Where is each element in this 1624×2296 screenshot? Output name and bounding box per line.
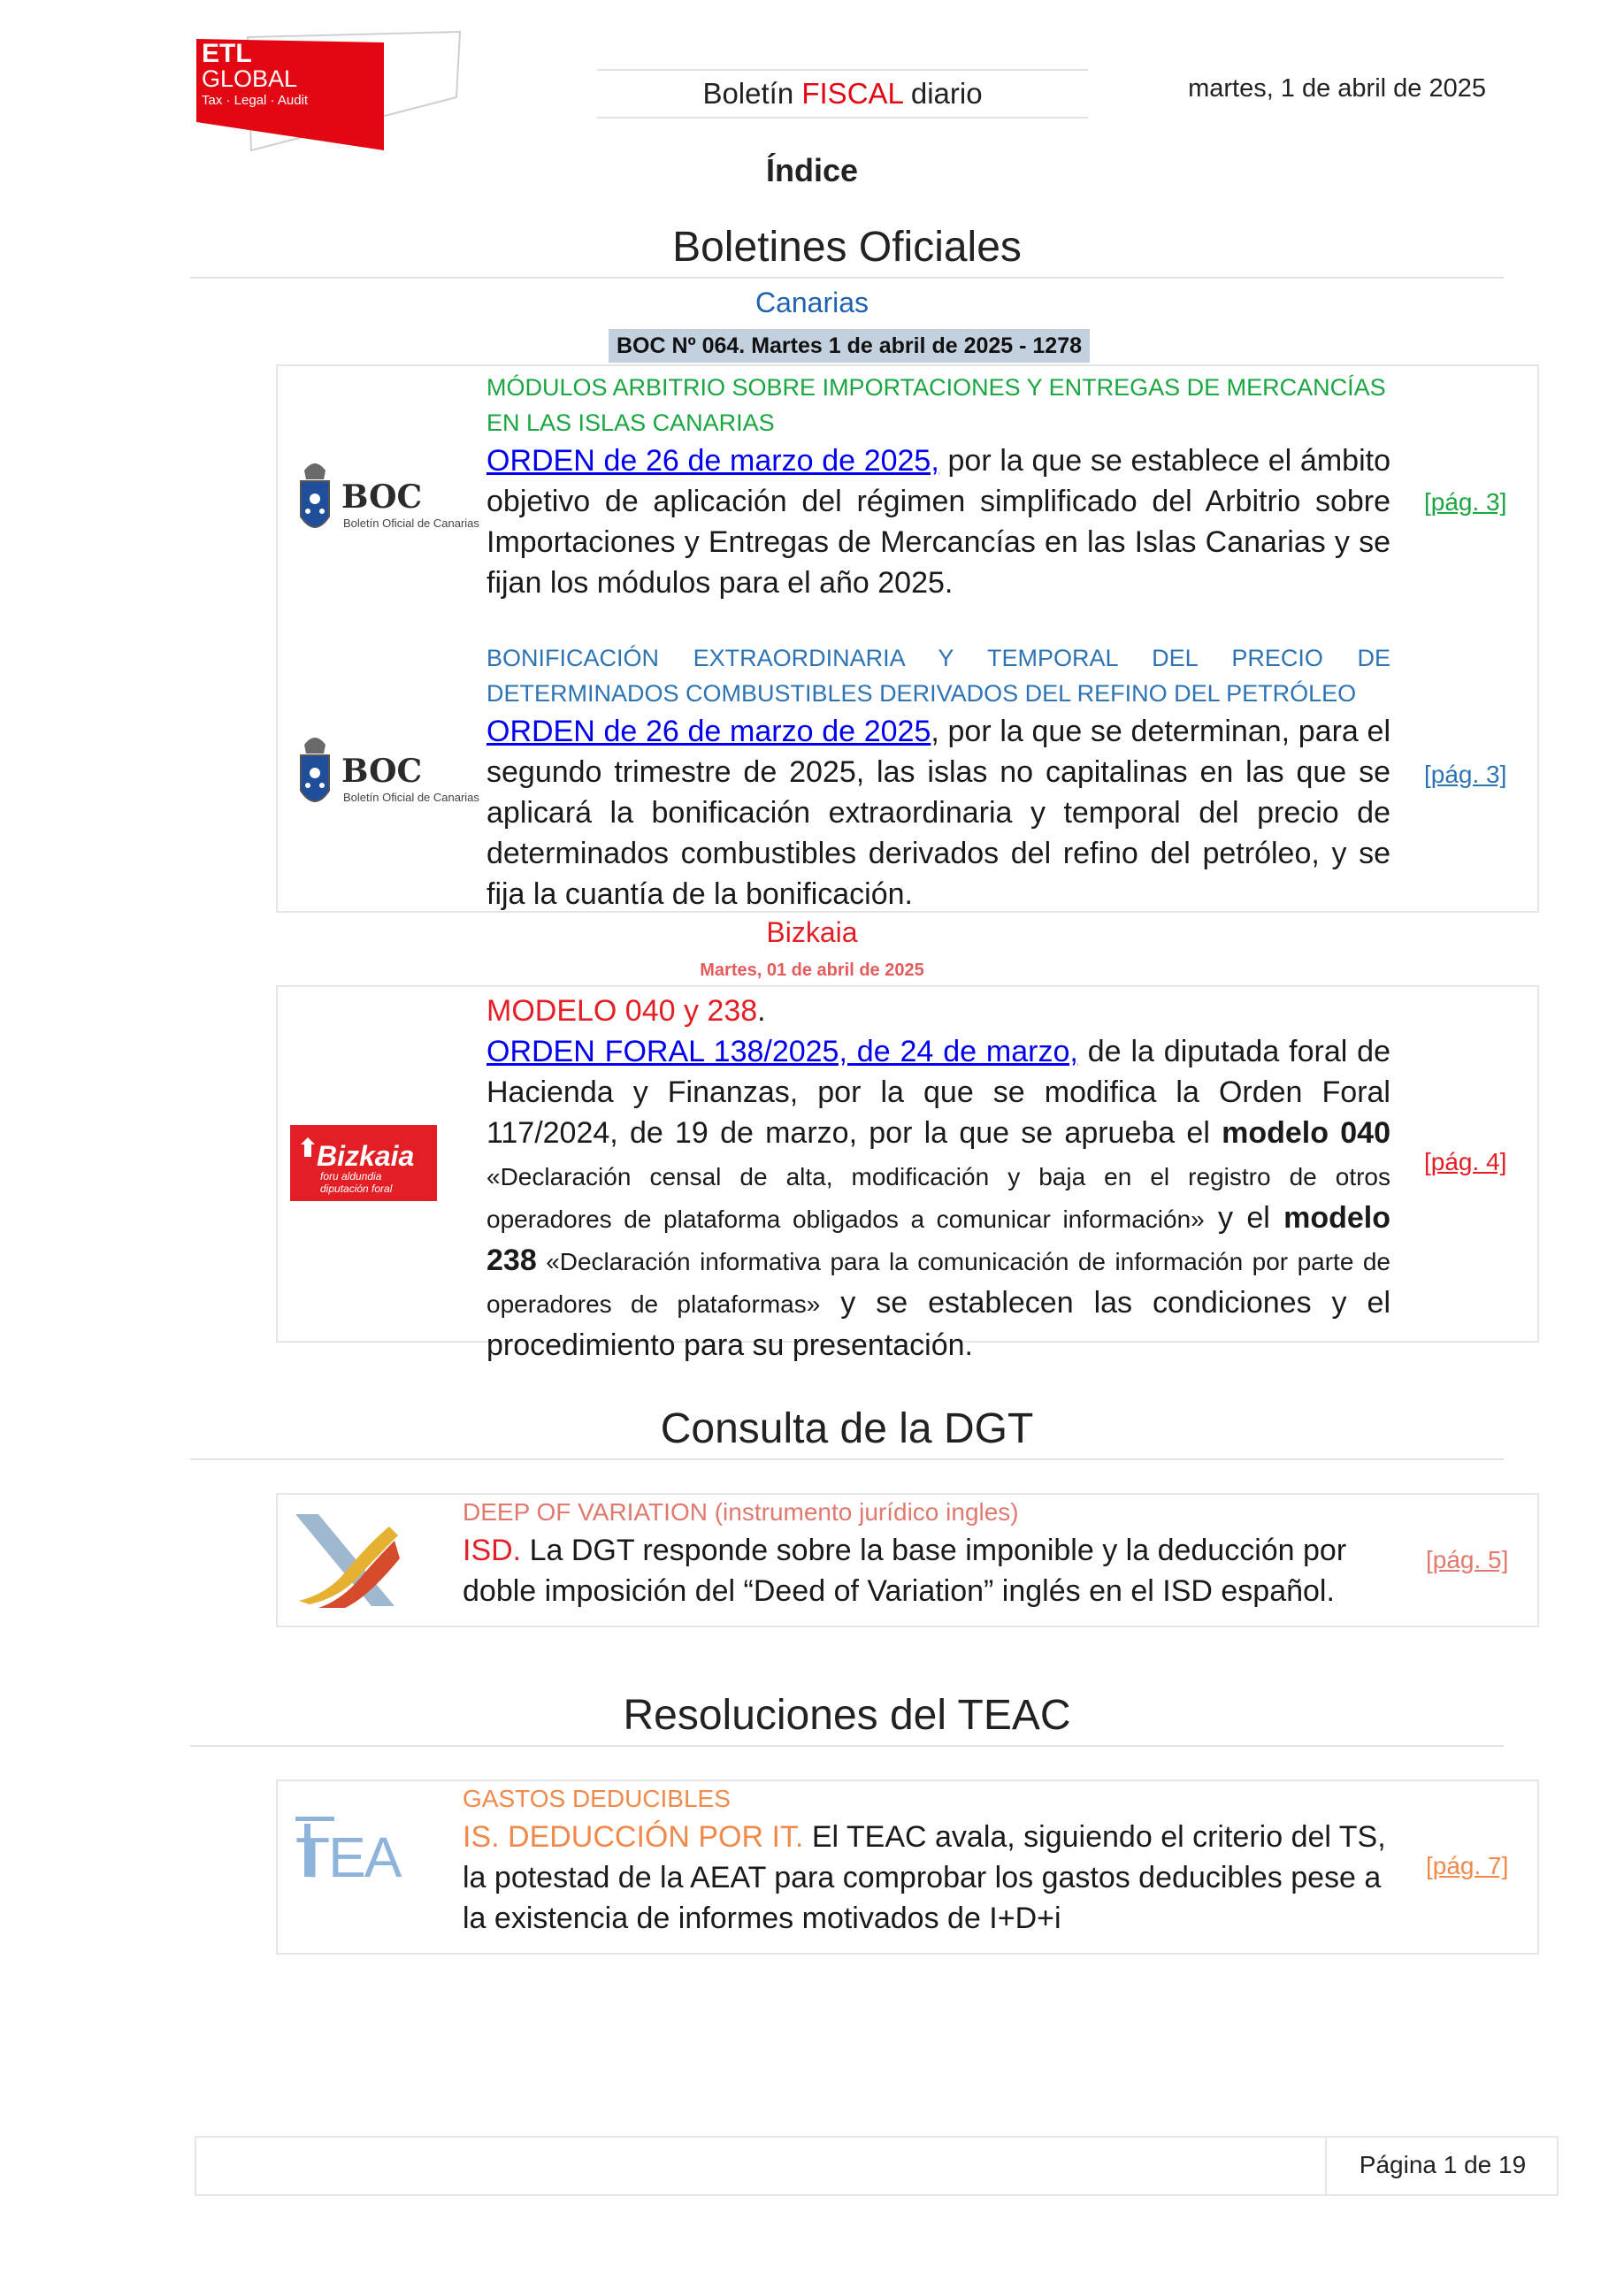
entry-text-3: y se establecen las condiciones y el procedimiento para su presentación. (486, 1286, 1391, 1362)
canarias-entry-1 (486, 370, 1390, 603)
entry-body (463, 1530, 1391, 1611)
boc-logo-subtitle: Boletín Oficial de Canarias (343, 791, 479, 804)
logo-etl: ETL (202, 39, 252, 68)
category-dot: . (757, 994, 766, 1028)
section-title-dgt: Consulta de la DGT (190, 1404, 1504, 1460)
bulletin-title (597, 69, 1088, 119)
bizkaia-date: Martes, 01 de abril de 2025 (700, 960, 924, 980)
entry-tag: ISD. (463, 1534, 522, 1567)
boc-logo (288, 727, 479, 821)
region-label-canarias: Canarias (755, 287, 869, 318)
tea-logo-text: TEA (295, 1825, 401, 1889)
index-title: Índice (765, 152, 859, 188)
entry-body (486, 991, 1390, 1366)
entry-category: MÓDULOS ARBITRIO SOBRE IMPORTACIONES Y ENTREGAS DE MERCANCÍAS EN LAS ISLAS CANARIAS (486, 374, 1386, 436)
boc-logo-text: BOC (341, 478, 423, 516)
entry-category: BONIFICACIÓN EXTRAORDINARIA Y TEMPORAL DEL PRECIO DE DETERMINADOS COMBUSTIBLES DERIVADOS DEL REFINO DEL PETRÓLEO (486, 645, 1390, 707)
model-040: modelo 040 (1222, 1116, 1390, 1150)
section-title-boletines: Boletines Oficiales (190, 223, 1504, 279)
page-number: Página 1 de 19 (1359, 2151, 1527, 2178)
entry-body (486, 440, 1390, 603)
page-ref-link[interactable]: [pág. 4] (1424, 1148, 1507, 1175)
logo-global: GLOBAL (202, 65, 298, 92)
tea-logo (292, 1813, 407, 1889)
bizkaia-logo (290, 1125, 437, 1201)
orden-foral-link[interactable]: ORDEN FORAL 138/2025, de 24 de marzo, (486, 1035, 1078, 1068)
entry-category: MODELO 040 y 238 (486, 994, 758, 1028)
entry-tag: IS. DEDUCCIÓN POR IT. (463, 1820, 804, 1854)
entry-text-2: y el (1204, 1201, 1284, 1235)
dgt-entry (463, 1495, 1391, 1611)
teac-entry (463, 1781, 1391, 1939)
boc-logo-text: BOC (341, 753, 423, 790)
page-ref-link[interactable]: [pág. 3] (1424, 488, 1507, 516)
title-suffix: diario (902, 77, 983, 110)
model-238: modelo 238 (486, 1201, 1390, 1277)
page-ref-link[interactable]: [pág. 7] (1426, 1852, 1509, 1879)
page-ref-link[interactable]: [pág. 3] (1424, 761, 1507, 788)
boc-banner: BOC Nº 064. Martes 1 de abril de 2025 - 1278 (609, 329, 1090, 363)
bizkaia-logo-text: Bizkaia (317, 1140, 415, 1172)
entry-body (463, 1817, 1391, 1939)
canarias-entry-2 (486, 640, 1390, 915)
entry-text: por la que se establece el ámbito objetivo de aplicación del régimen simplificado del Arbitrio sobre Importaciones y Entregas de Mercancías en las Islas Canarias y se fijan los módulos para el año 2025. (486, 444, 1390, 600)
aeat-logo (283, 1509, 407, 1611)
entry-text-1: de la diputada foral de Hacienda y Finanzas, por la que se modifica la Orden Foral 117/2024, de 19 de marzo, por la que se aprueba el (486, 1035, 1390, 1150)
bizkaia-entry (486, 991, 1390, 1366)
entry-text: La DGT responde sobre la base imponible y la deducción por doble imposición del “Deed of Variation” inglés en el ISD español. (463, 1534, 1347, 1608)
entry-text: , por la que se determinan, para el segundo trimestre de 2025, las islas no capitalinas en las que se aplicará la bonificación extraordinaria y temporal del precio de determinados combustibles derivados del refino del petróleo, y se fija la cuantía de la bonificación. (486, 715, 1390, 911)
model-040-description: «Declaración censal de alta, modificación y baja en el registro de otros operadores de plataforma obligados a comunicar información» (486, 1163, 1390, 1233)
logo-tagline: Tax · Legal · Audit (202, 93, 309, 108)
bizkaia-logo-sub1: foru aldundia (320, 1170, 382, 1182)
orden-link[interactable]: ORDEN de 26 de marzo de 2025, (486, 444, 939, 478)
section-title-teac: Resoluciones del TEAC (190, 1691, 1504, 1747)
entry-category: DEEP OF VARIATION (instrumento jurídico ingles) (463, 1498, 1019, 1526)
boc-logo (288, 453, 479, 547)
entry-category: GASTOS DEDUCIBLES (463, 1785, 731, 1812)
etl-global-logo (195, 32, 460, 156)
bulletin-date: martes, 1 de abril de 2025 (1188, 74, 1486, 103)
boc-logo-subtitle: Boletín Oficial de Canarias (343, 517, 479, 530)
entry-text: El TEAC avala, siguiendo el criterio del TS, la potestad de la AEAT para comprobar los gastos deducibles pese a la existencia de informes motivados de I+D+i (463, 1820, 1386, 1935)
region-label-bizkaia: Bizkaia (766, 916, 858, 948)
title-prefix: Boletín (702, 77, 802, 110)
title-accent: FISCAL (801, 77, 903, 110)
entry-body (486, 711, 1390, 915)
bizkaia-logo-sub2: diputación foral (320, 1182, 393, 1195)
model-238-description: «Declaración informativa para la comunicación de información por parte de operadores de plataformas» (486, 1248, 1390, 1318)
page-ref-link[interactable]: [pág. 5] (1426, 1546, 1509, 1573)
orden-link[interactable]: ORDEN de 26 de marzo de 2025 (486, 715, 931, 748)
